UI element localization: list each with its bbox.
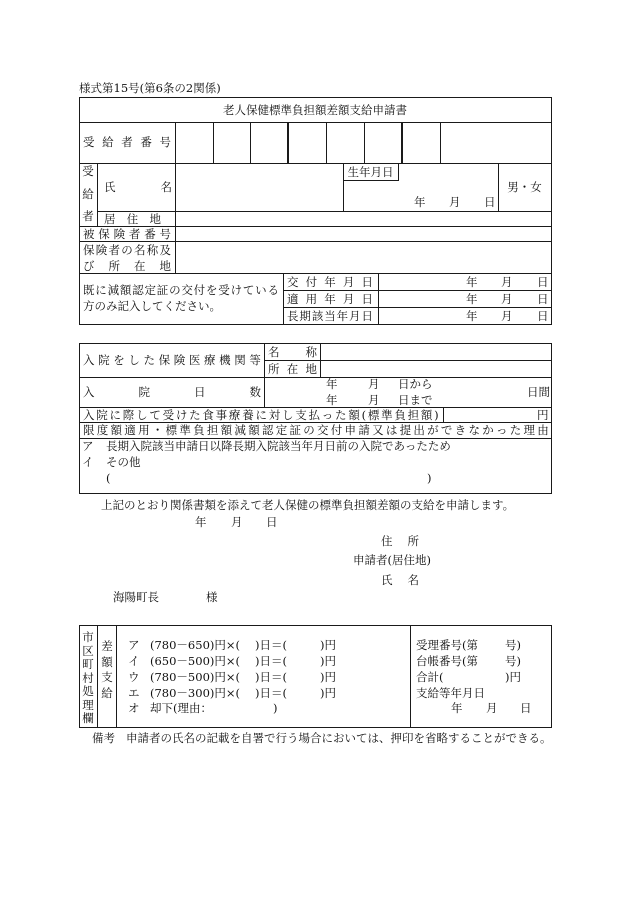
label-glyph: 額: [248, 423, 260, 437]
label-glyph: 区: [82, 643, 94, 658]
label-glyph: に: [95, 283, 107, 297]
insurer-label-line2: [83, 259, 171, 273]
label-glyph: 日: [361, 309, 373, 323]
calc-row-mid: )日＝(: [255, 670, 287, 684]
long-term-day-unit: 日: [537, 309, 549, 323]
label-glyph: 担: [407, 408, 420, 422]
label-glyph: き: [454, 423, 467, 437]
label-glyph: 欄: [82, 711, 94, 725]
label-glyph: 額: [420, 408, 433, 422]
label-glyph: 療: [228, 408, 241, 422]
issue-date-label: [287, 275, 373, 289]
label-glyph: に: [109, 408, 122, 422]
ledger-number-label: 台帳番号(第: [416, 654, 478, 668]
label-glyph: 町: [82, 657, 94, 671]
stay-to-year-unit: 年: [326, 393, 338, 407]
label-glyph: 対: [268, 408, 281, 422]
label-glyph: 名: [160, 180, 172, 194]
calc-row-formula: (780－500)円×(: [150, 670, 240, 684]
stay-to-suffix: 日まで: [398, 393, 433, 407]
reason-option-a-text: 長期入院該当申請日以降長期入院該当年月日前の入院であったため: [106, 439, 451, 453]
label-glyph: 者: [108, 243, 120, 257]
stay-from-year-unit: 年: [326, 377, 338, 391]
calc-row-mid: )日＝(: [255, 686, 287, 700]
table-rule: [79, 625, 552, 626]
digit-box-rule: [326, 122, 327, 164]
calc-row-end: )円: [320, 670, 336, 684]
receipt-number-suffix: 号): [505, 638, 521, 652]
label-glyph: 所: [407, 534, 419, 548]
label-glyph: 保: [98, 227, 110, 241]
label-glyph: 地: [149, 212, 161, 226]
label-glyph: 負: [193, 423, 205, 437]
label-glyph: 居: [104, 212, 116, 226]
birthdate-month-unit: 月: [449, 195, 461, 209]
calc-row-key: ウ: [128, 670, 140, 684]
label-glyph: る: [267, 283, 279, 297]
label-glyph: 準: [381, 408, 393, 422]
label-glyph: 者: [82, 209, 94, 223]
label-glyph: 険: [113, 227, 126, 241]
label-glyph: 準: [179, 423, 191, 437]
table-rule: [79, 163, 552, 164]
label-glyph: 又: [372, 423, 384, 437]
birthdate-day-unit: 日: [484, 195, 496, 209]
table-rule: [283, 273, 284, 325]
label-glyph: 定: [275, 423, 288, 437]
calc-row-end: )円: [320, 654, 336, 668]
label-glyph: 日: [361, 275, 373, 289]
label-glyph: の: [303, 423, 315, 437]
label-glyph: 入: [83, 385, 95, 399]
payment-year-unit: 年: [451, 701, 463, 715]
label-glyph: 所: [268, 362, 280, 376]
label-glyph: 機: [219, 353, 231, 367]
hospital-label: [83, 353, 261, 367]
table-rule: [175, 122, 176, 274]
label-glyph: て: [149, 408, 161, 422]
label-glyph: し: [281, 408, 294, 422]
label-glyph: び: [83, 259, 95, 273]
label-glyph: 付: [193, 283, 206, 297]
label-glyph: 受: [218, 283, 230, 297]
label-glyph: 保: [158, 353, 171, 367]
label-glyph: 称: [146, 243, 159, 257]
application-day-unit: 日: [266, 515, 278, 529]
effective-date-label: [287, 292, 373, 306]
meal-payment-unit: 円: [537, 408, 549, 422]
label-glyph: 交: [181, 283, 193, 297]
label-glyph: 事: [215, 408, 228, 422]
payment-date-label: 支給等年月日: [416, 686, 485, 700]
label-glyph: 称: [305, 345, 317, 359]
label-glyph: 住: [381, 534, 393, 548]
label-glyph: 用: [305, 292, 318, 306]
long-term-month-unit: 月: [501, 309, 513, 323]
label-glyph: 処: [82, 684, 94, 698]
table-rule: [343, 180, 399, 181]
label-glyph: 減: [234, 423, 246, 437]
calc-row-formula: (650－500)円×(: [150, 654, 240, 668]
table-rule: [79, 377, 552, 378]
label-glyph: 負: [394, 408, 406, 422]
calc-row-mid: )日＝(: [255, 638, 287, 652]
digit-box-rule: [364, 122, 365, 164]
label-glyph: 額: [110, 423, 123, 437]
label-glyph: た: [143, 353, 155, 367]
label-glyph: 既: [83, 283, 95, 297]
table-rule: [283, 307, 552, 308]
label-glyph: 号: [159, 227, 171, 241]
label-glyph: 入: [83, 353, 95, 367]
remark-label: 備考: [92, 731, 115, 745]
table-rule: [79, 97, 80, 325]
table-rule: [264, 360, 552, 361]
label-glyph: を: [113, 353, 125, 367]
calc-row-end: )円: [320, 638, 336, 652]
label-glyph: の: [169, 283, 181, 297]
birthdate-label: 生年月日: [347, 164, 394, 179]
digit-box-rule: [440, 122, 441, 164]
label-glyph: 理: [523, 423, 535, 437]
label-glyph: 給: [82, 186, 94, 201]
label-glyph: 出: [413, 423, 425, 437]
reason-option-b-key: イ: [82, 455, 94, 469]
declaration-text: 上記のとおり関係書類を添えて老人保健の標準負担額差額の支給を申請します。: [101, 498, 515, 512]
label-glyph: し: [128, 353, 140, 367]
label-glyph: 際: [122, 408, 135, 422]
table-rule: [97, 211, 552, 212]
label-glyph: 地: [159, 259, 171, 273]
recipient-address-label: [104, 212, 161, 226]
table-rule: [398, 163, 399, 181]
reason-other-paren-open: (: [106, 471, 111, 485]
calc-row-key: イ: [128, 654, 140, 668]
label-glyph: 被: [83, 227, 95, 241]
certificate-note-line2: 方のみ記入してください。: [83, 299, 221, 313]
label-glyph: 給: [102, 135, 114, 149]
effective-month-unit: 月: [501, 292, 513, 306]
table-rule: [320, 343, 321, 378]
total-suffix: )円: [505, 670, 521, 684]
recipient-number-label: [83, 135, 171, 149]
label-glyph: 給: [101, 685, 113, 700]
label-glyph: 月: [342, 275, 355, 289]
label-glyph: 交: [287, 275, 299, 289]
label-glyph: 番: [144, 227, 156, 241]
table-rule: [443, 407, 444, 423]
label-glyph: 所: [108, 259, 120, 273]
label-glyph: か: [482, 423, 494, 437]
ledger-number-suffix: 号): [505, 654, 521, 668]
label-glyph: 差: [101, 639, 113, 653]
label-glyph: 用: [138, 423, 150, 437]
birthdate-year-unit: 年: [414, 195, 426, 209]
addressee-honorific: 様: [206, 590, 218, 604]
reason-label: [83, 423, 549, 437]
calc-row-formula: (780－300)円×(: [150, 686, 240, 700]
label-glyph: に: [255, 408, 267, 422]
label-glyph: 額: [220, 423, 233, 437]
label-glyph: 長: [287, 309, 299, 323]
table-rule: [79, 324, 552, 325]
label-glyph: 氏: [104, 180, 116, 194]
stay-from-month-unit: 月: [368, 377, 380, 391]
label-glyph: 適: [287, 292, 299, 306]
label-glyph: 額: [101, 654, 113, 669]
label-glyph: 数: [249, 385, 261, 399]
label-glyph: た: [335, 408, 347, 422]
long-term-year-unit: 年: [466, 309, 478, 323]
label-glyph: な: [468, 423, 480, 437]
label-glyph: 付: [305, 275, 318, 289]
label-glyph: ・: [151, 423, 164, 437]
applicant-role-label: 申請者(居住地): [353, 553, 431, 567]
label-glyph: た: [509, 423, 522, 437]
label-glyph: 受: [83, 135, 95, 149]
label-glyph: 日: [194, 385, 206, 399]
decline-reason-label: 却下(理由：: [150, 701, 212, 715]
label-glyph: 額: [348, 408, 360, 422]
calc-row-key: ア: [128, 638, 140, 652]
label-glyph: け: [230, 283, 243, 297]
calc-row-key: エ: [128, 686, 140, 700]
label-glyph: た: [189, 408, 201, 422]
receipt-number-label: 受理番号(第: [416, 638, 478, 652]
label-glyph: 由: [537, 423, 549, 437]
long-term-date-label: [287, 309, 373, 323]
table-rule: [551, 625, 552, 728]
label-glyph: 険: [95, 243, 108, 257]
table-rule: [79, 343, 80, 494]
label-glyph: 担: [206, 423, 219, 437]
application-year-unit: 年: [195, 515, 207, 529]
label-glyph: 申: [344, 423, 357, 437]
label-glyph: 入: [83, 408, 95, 422]
label-glyph: 該: [311, 309, 324, 323]
label-glyph: ): [434, 408, 439, 422]
table-rule: [79, 625, 80, 728]
insurer-label-line1: [83, 243, 171, 257]
label-glyph: 当: [324, 309, 336, 323]
label-glyph: 院: [138, 385, 150, 399]
issue-day-unit: 日: [537, 275, 549, 289]
label-glyph: は: [385, 423, 398, 437]
label-glyph: 月: [342, 292, 355, 306]
label-glyph: 在: [134, 259, 146, 273]
label-glyph: の: [121, 243, 133, 257]
label-glyph: て: [242, 283, 255, 297]
difference-payment-label: [100, 640, 114, 700]
label-glyph: 度: [96, 423, 109, 437]
hospital-name-label: [268, 345, 317, 359]
total-label: 合計(: [416, 670, 444, 684]
remark-text: 申請者の氏名の記載を自署で行う場合においては、押印を省略することができる。: [126, 731, 552, 745]
label-glyph: 額: [119, 283, 132, 297]
applicant-address-label: [381, 534, 419, 548]
label-glyph: 等: [249, 353, 261, 367]
table-rule: [97, 163, 98, 227]
label-glyph: (: [361, 408, 367, 422]
decline-reason-close: ): [273, 701, 278, 715]
form-title: 老人保健標準負担額差額支給申請書: [223, 102, 407, 117]
sex-options: 男・女: [507, 180, 542, 194]
table-rule: [79, 493, 552, 494]
label-glyph: け: [175, 408, 188, 422]
label-glyph: 食: [202, 408, 214, 422]
hospital-location-label: [268, 362, 317, 376]
label-glyph: 認: [261, 423, 274, 437]
label-glyph: 名: [407, 573, 419, 587]
calc-row-mid: )日＝(: [255, 654, 287, 668]
label-glyph: 年: [324, 292, 336, 306]
label-glyph: 減: [107, 283, 120, 297]
table-rule: [378, 273, 379, 325]
label-glyph: 支: [295, 408, 307, 422]
payment-month-unit: 月: [486, 701, 498, 715]
table-rule: [79, 273, 552, 274]
label-glyph: 名: [268, 345, 280, 359]
application-month-unit: 月: [231, 515, 243, 529]
addressee-name: 海陽町長: [113, 590, 159, 604]
label-glyph: 者: [128, 227, 141, 241]
label-glyph: い: [255, 283, 267, 297]
label-glyph: 提: [399, 423, 412, 437]
label-glyph: 証: [289, 423, 301, 437]
table-rule: [79, 122, 552, 123]
label-glyph: 号: [159, 135, 171, 149]
reason-other-paren-close: ): [427, 471, 432, 485]
table-rule: [79, 343, 552, 344]
label-glyph: 適: [124, 423, 136, 437]
label-glyph: 受: [82, 164, 94, 178]
label-glyph: 氏: [381, 573, 393, 587]
label-glyph: 月: [349, 309, 361, 323]
label-glyph: で: [440, 423, 453, 437]
label-glyph: 標: [165, 423, 178, 437]
municipal-section-label: [81, 631, 95, 725]
label-glyph: 請: [358, 423, 370, 437]
issue-year-unit: 年: [466, 275, 478, 289]
label-glyph: 院: [96, 408, 108, 422]
digit-group-separator: [287, 122, 289, 164]
table-rule: [79, 727, 552, 728]
label-glyph: 番: [140, 135, 152, 149]
effective-year-unit: 年: [466, 292, 478, 306]
label-glyph: 標: [367, 408, 380, 422]
label-glyph: 年: [324, 275, 336, 289]
label-glyph: 交: [317, 423, 329, 437]
label-glyph: 理: [82, 697, 94, 712]
label-glyph: を: [205, 283, 218, 297]
label-glyph: が: [427, 423, 439, 437]
label-glyph: 療: [204, 353, 216, 367]
digit-box-rule: [213, 122, 214, 164]
applicant-name-label: [381, 573, 419, 587]
label-glyph: 養: [242, 408, 254, 422]
label-glyph: 医: [188, 353, 201, 367]
label-glyph: 者: [121, 135, 133, 149]
table-rule: [410, 625, 411, 728]
table-rule: [79, 241, 552, 242]
label-glyph: っ: [495, 423, 508, 437]
table-rule: [551, 97, 552, 325]
table-rule: [264, 343, 265, 408]
calc-row-end: )円: [320, 686, 336, 700]
insured-number-label: [83, 227, 171, 241]
effective-day-unit: 日: [537, 292, 549, 306]
form-number: 様式第15号(第6条の2関係): [79, 81, 221, 95]
label-glyph: 証: [156, 283, 169, 297]
label-glyph: 名: [134, 243, 146, 257]
label-glyph: っ: [321, 408, 334, 422]
reason-option-a-key: ア: [82, 439, 94, 453]
label-glyph: 保: [83, 243, 95, 257]
table-rule: [116, 625, 117, 728]
reason-option-b-text: その他: [106, 455, 141, 469]
stay-days-unit: 日間: [527, 385, 550, 399]
payment-day-unit: 日: [520, 701, 532, 715]
label-glyph: 及: [159, 243, 171, 257]
label-glyph: 住: [126, 212, 139, 226]
recipient-name-label: [104, 180, 172, 194]
label-glyph: 険: [173, 353, 186, 367]
stay-to-month-unit: 月: [368, 393, 380, 407]
meal-payment-label: [83, 408, 439, 422]
table-rule: [283, 290, 552, 291]
certificate-note-line1: [83, 283, 279, 297]
label-glyph: 日: [361, 292, 373, 306]
digit-box-rule: [250, 122, 251, 164]
label-glyph: 関: [234, 353, 246, 367]
calc-row-formula: (780－650)円×(: [150, 638, 240, 652]
label-glyph: 付: [330, 423, 343, 437]
table-rule: [551, 343, 552, 494]
label-glyph: 院: [98, 353, 110, 367]
label-glyph: 期: [299, 309, 311, 323]
issue-month-unit: 月: [501, 275, 513, 289]
label-glyph: 支: [101, 670, 113, 685]
label-glyph: 在: [286, 362, 299, 376]
label-glyph: 定: [144, 283, 156, 297]
label-glyph: 年: [336, 309, 349, 323]
label-glyph: し: [136, 408, 148, 422]
digit-group-separator: [401, 122, 403, 164]
label-glyph: 限: [83, 423, 95, 437]
stay-from-suffix: 日から: [398, 377, 433, 391]
label-glyph: 受: [162, 408, 175, 422]
decline-key: オ: [128, 701, 140, 715]
label-glyph: 村: [82, 670, 94, 685]
stay-days-label: [83, 385, 261, 399]
label-glyph: 認: [132, 283, 144, 297]
label-glyph: 市: [82, 630, 94, 644]
table-rule: [97, 625, 98, 728]
label-glyph: 地: [305, 362, 317, 376]
label-glyph: 払: [308, 408, 321, 422]
recipient-group-label: [81, 165, 95, 223]
